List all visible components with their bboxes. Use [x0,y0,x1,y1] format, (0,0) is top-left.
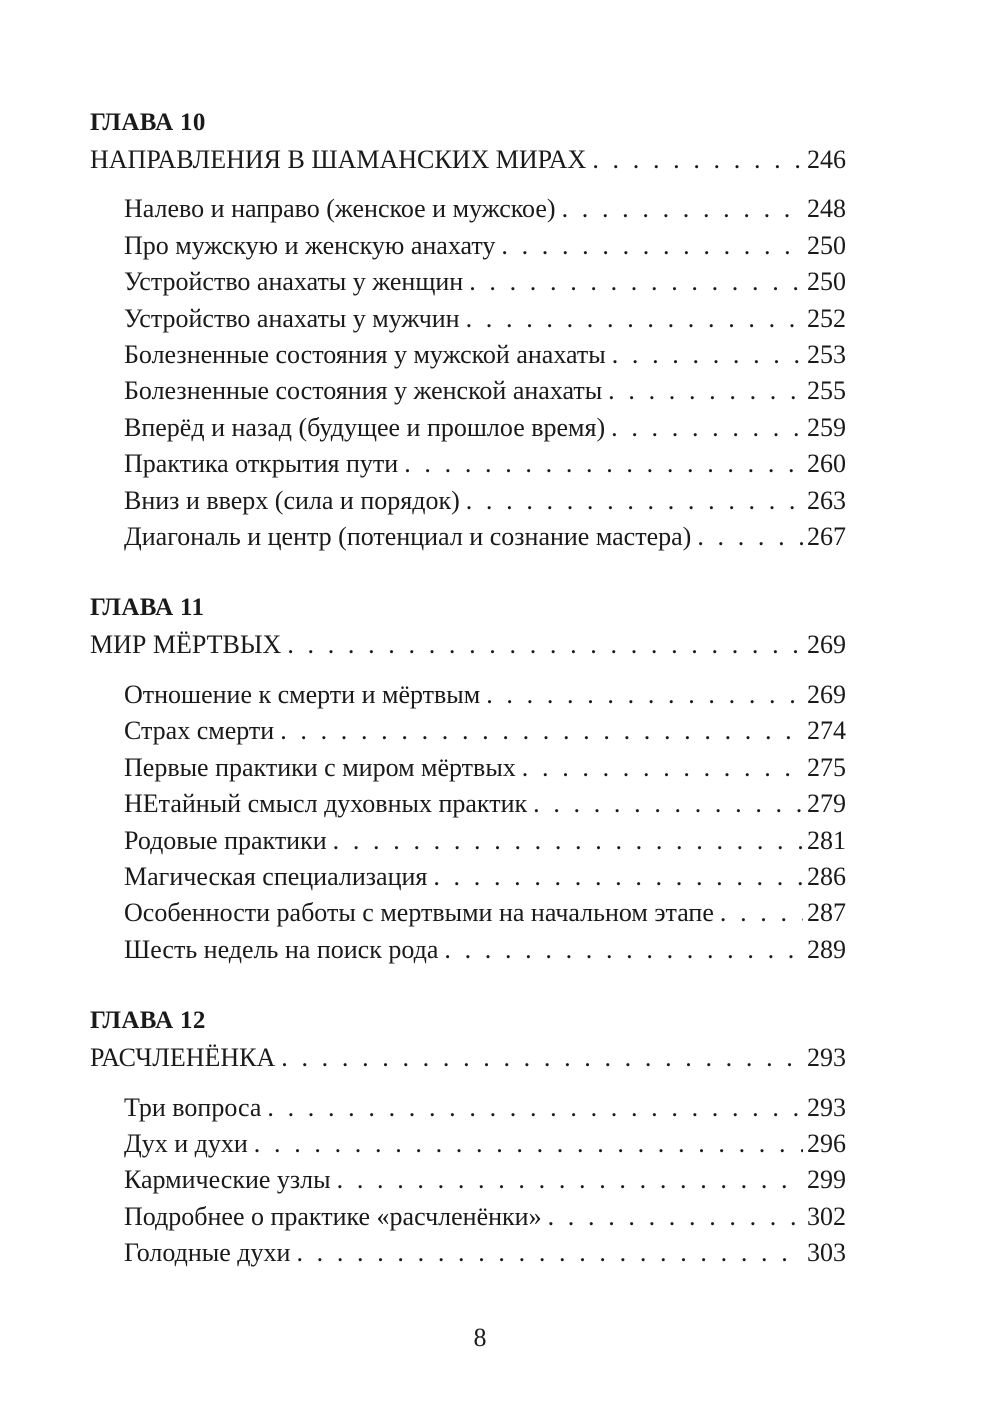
section-title: Про мужскую и женскую анахату [124,230,496,260]
toc-entry[interactable] [90,410,846,446]
section-title: Налево и направо (женское и мужское) [124,194,556,224]
toc-entry[interactable] [90,337,846,373]
dot-leader [333,823,803,859]
toc-entry[interactable] [90,713,846,749]
section-page: 250 [807,267,846,297]
section-title: Отношение к смерти и мёртвым [124,679,481,709]
section-page: 275 [807,752,846,782]
chapter-title-entry[interactable] [90,627,846,663]
section-title: Практика открытия пути [124,449,399,479]
dot-leader [697,519,803,555]
dot-leader [254,1126,803,1162]
section-title: Кармические узлы [124,1165,331,1195]
section-title: Болезненные состояния у женской анахаты [124,376,603,406]
dot-leader [548,1199,803,1235]
section-title: Три вопроса [124,1092,262,1122]
chapter-label: ГЛАВА 10 [90,109,206,136]
chapter-title-entry[interactable] [90,142,846,178]
section-title: Шесть недель на поиск рода [124,934,439,964]
section-page: 287 [807,898,846,928]
section-title: Магическая специализация [124,861,428,891]
toc-entry[interactable] [90,483,846,519]
dot-leader [469,264,803,300]
chapter-10 [90,108,846,555]
chapter-title: МИР МЁРТВЫХ [90,630,282,660]
dot-leader [466,483,803,519]
section-title: Устройство анахаты у женщин [124,267,464,297]
dot-leader [486,677,803,713]
toc-entry[interactable] [90,823,846,859]
section-page: 252 [807,303,846,333]
section-title: Родовые практики [124,825,327,855]
dot-leader [281,1040,803,1076]
section-title: Первые практики с миром мёртвых [124,752,516,782]
section-page: 286 [807,861,846,891]
dot-leader [522,750,803,786]
dot-leader [267,1090,803,1126]
toc-entry[interactable] [90,750,846,786]
dot-leader [612,337,803,373]
toc-entry[interactable] [90,932,846,968]
section-page: 260 [807,449,846,479]
toc-entry[interactable] [90,1162,846,1198]
toc-entry[interactable] [90,519,846,555]
section-title: Дух и духи [124,1128,248,1158]
section-page: 255 [807,376,846,406]
toc-entry[interactable] [90,301,846,337]
section-page: 248 [807,194,846,224]
section-title: Болезненные состояния у мужской анахаты [124,340,606,370]
toc-entry[interactable] [90,1126,846,1162]
table-of-contents [90,108,846,1310]
section-page: 293 [807,1092,846,1122]
dot-leader [562,191,803,227]
section-page: 269 [807,679,846,709]
toc-entry[interactable] [90,786,846,822]
toc-entry[interactable] [90,895,846,931]
section-title: Подробнее о практике «расчленёнки» [124,1201,542,1231]
section-title: Устройство анахаты у мужчин [124,303,460,333]
section-page: 263 [807,485,846,515]
dot-leader [404,446,803,482]
toc-entry[interactable] [90,1199,846,1235]
toc-entry[interactable] [90,859,846,895]
section-page: 303 [807,1238,846,1268]
chapter-11 [90,593,846,968]
chapter-title: НАПРАВЛЕНИЯ В ШАМАНСКИХ МИРАХ [90,145,587,174]
toc-entry[interactable] [90,1235,846,1271]
section-page: 281 [807,825,846,855]
section-page: 253 [807,340,846,370]
section-title: Вниз и вверх (сила и порядок) [124,485,460,515]
section-title: Страх смерти [124,716,275,746]
dot-leader [533,786,803,822]
section-page: 302 [807,1201,846,1231]
section-title: Вперёд и назад (будущее и прошлое время) [124,412,606,442]
page-number: 8 [473,1323,487,1352]
dot-leader [287,627,803,663]
section-page: 289 [807,934,846,964]
section-page: 259 [807,412,846,442]
section-title: НЕтайный смысл духовных практик [124,789,528,819]
dot-leader [296,1235,803,1271]
chapter-label: ГЛАВА 11 [90,594,205,622]
dot-leader [720,895,803,931]
chapter-label: ГЛАВА 12 [90,1007,206,1035]
dot-leader [337,1162,803,1198]
section-title: Голодные духи [124,1238,291,1268]
section-page: 267 [807,522,846,552]
chapter-12 [90,1006,846,1271]
toc-entry[interactable] [90,446,846,482]
chapter-title-entry[interactable] [90,1040,846,1076]
section-page: 279 [807,789,846,819]
toc-entry[interactable] [90,228,846,264]
dot-leader [433,859,803,895]
dot-leader [444,932,803,968]
section-title: Особенности работы с мертвыми на начальном этапе [124,898,714,928]
section-page: 274 [807,716,846,746]
toc-entry[interactable] [90,677,846,713]
dot-leader [466,301,803,337]
chapter-page: 269 [807,630,846,660]
section-title: Диагональ и центр (потенциал и сознание мастера) [124,522,692,552]
chapter-title: РАСЧЛЕНЁНКА [90,1043,276,1073]
dot-leader [501,228,803,264]
toc-entry[interactable] [90,1090,846,1126]
section-page: 299 [807,1165,846,1195]
toc-entry[interactable] [90,264,846,300]
dot-leader [608,373,803,409]
toc-entry[interactable] [90,373,846,409]
section-page: 296 [807,1128,846,1158]
chapter-page: 293 [807,1043,846,1073]
dot-leader [280,713,803,749]
dot-leader [592,142,803,178]
toc-entry[interactable] [90,191,846,227]
dot-leader [611,410,803,446]
chapter-page: 246 [807,145,846,174]
section-page: 250 [807,230,846,260]
